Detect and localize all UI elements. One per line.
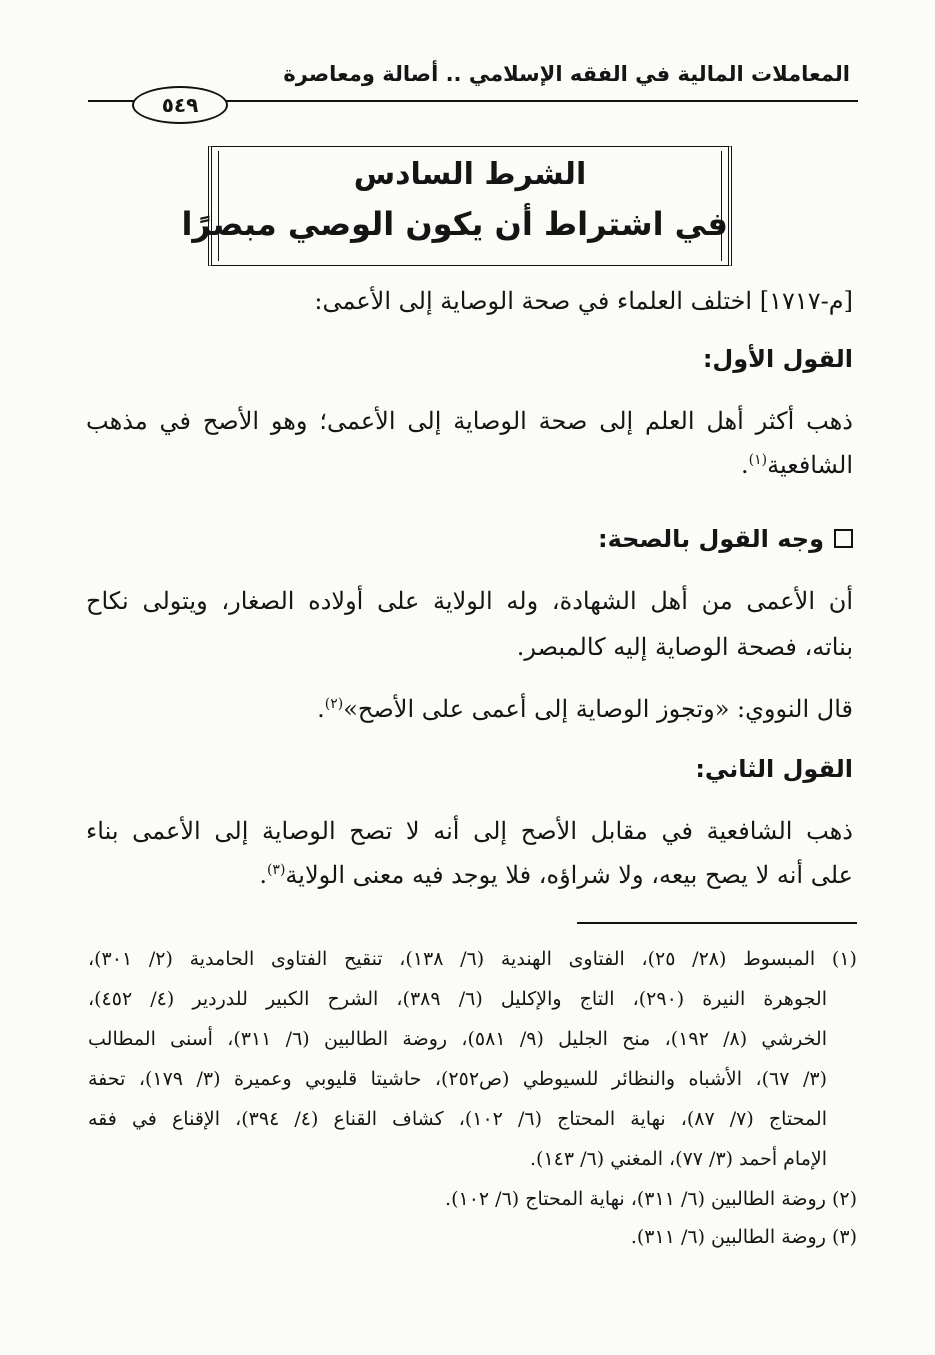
full-stop: . — [317, 695, 325, 723]
footnote-2: (٢) روضة الطالبين (٦/ ٣١١)، نهاية المحتاج (٦/ ١٠٢). — [445, 1188, 857, 1210]
nawawi-quote-text: قال النووي: «وتجوز الوصاية إلى أعمى على الأصح» — [343, 695, 853, 723]
footnote-1-line: الإمام أحمد (٣/ ٧٧)، المغني (٦/ ١٤٣). — [530, 1148, 827, 1170]
full-stop: . — [259, 861, 267, 889]
first-opinion-line — [741, 448, 853, 482]
running-header-title: المعاملات المالية في الفقه الإسلامي .. أصالة ومعاصرة — [283, 62, 850, 86]
reason-line: أن الأعمى من أهل الشهادة، وله الولاية على أولاده الصغار، ويتولى نكاح — [86, 587, 853, 615]
first-opinion-heading: القول الأول: — [702, 345, 853, 373]
reason-line: بناته، فصحة الوصاية إليه كالمبصر. — [516, 633, 853, 661]
section-title: الشرط السادس — [353, 157, 587, 192]
first-opinion-line: ذهب أكثر أهل العلم إلى صحة الوصاية إلى الأعمى؛ وهو الأصح في مذهب — [86, 407, 853, 435]
second-opinion-text: على أنه لا يصح بيعه، ولا شراؤه، فلا يوجد فيه معنى الولاية — [285, 861, 853, 889]
section-title-box — [181, 146, 732, 266]
nawawi-quote — [317, 692, 853, 726]
footnote-1-line: (١) المبسوط (٢٨/ ٢٥)، الفتاوى الهندية (٦/ ١٣٨)، تنقيح الفتاوى الحامدية (٢/ ٣٠١)، — [88, 948, 857, 970]
page-number: ٥٤٩ — [132, 86, 228, 124]
reason-heading — [598, 522, 853, 556]
first-opinion-text: الشافعية — [767, 451, 853, 479]
footnote-1-line: المحتاج (٧/ ٨٧)، نهاية المحتاج (٦/ ١٠٢)، كشاف القناع (٤/ ٣٩٤)، الإقناع في فقه — [88, 1108, 827, 1130]
footnote-ref-2: (٢) — [324, 696, 344, 712]
intro-paragraph: [م-١٧١٧] اختلف العلماء في صحة الوصاية إلى الأعمى: — [314, 287, 853, 315]
footnote-1-line: (٣/ ٦٧)، الأشباه والنظائر للسيوطي (ص٢٥٢)، حاشيتا قليوبي وعميرة (٣/ ١٧٩)، تحفة — [88, 1068, 827, 1090]
footnote-ref-1: (١) — [748, 452, 768, 468]
footnote-3: (٣) روضة الطالبين (٦/ ٣١١). — [630, 1226, 857, 1248]
second-opinion-heading: القول الثاني: — [695, 755, 853, 783]
checkbox-square-icon — [834, 529, 853, 548]
footnote-separator — [577, 922, 857, 924]
full-stop: . — [741, 451, 749, 479]
second-opinion-line — [259, 858, 853, 892]
reason-heading-text: وجه القول بالصحة: — [598, 525, 824, 553]
footnote-1-line: الخرشي (٨/ ١٩٢)، منح الجليل (٩/ ٥٨١)، روضة الطالبين (٦/ ٣١١)، أسنى المطالب — [88, 1028, 827, 1050]
footnote-ref-3: (٣) — [266, 862, 286, 878]
second-opinion-line: ذهب الشافعية في مقابل الأصح إلى أنه لا تصح الوصاية إلى الأعمى بناء — [86, 817, 853, 845]
section-subtitle: في اشتراط أن يكون الوصي مبصرًا — [181, 205, 728, 243]
footnote-1-line: الجوهرة النيرة (٢٩٠)، التاج والإكليل (٦/ ٣٨٩)، الشرح الكبير للدردير (٤/ ٤٥٢)، — [88, 988, 827, 1010]
